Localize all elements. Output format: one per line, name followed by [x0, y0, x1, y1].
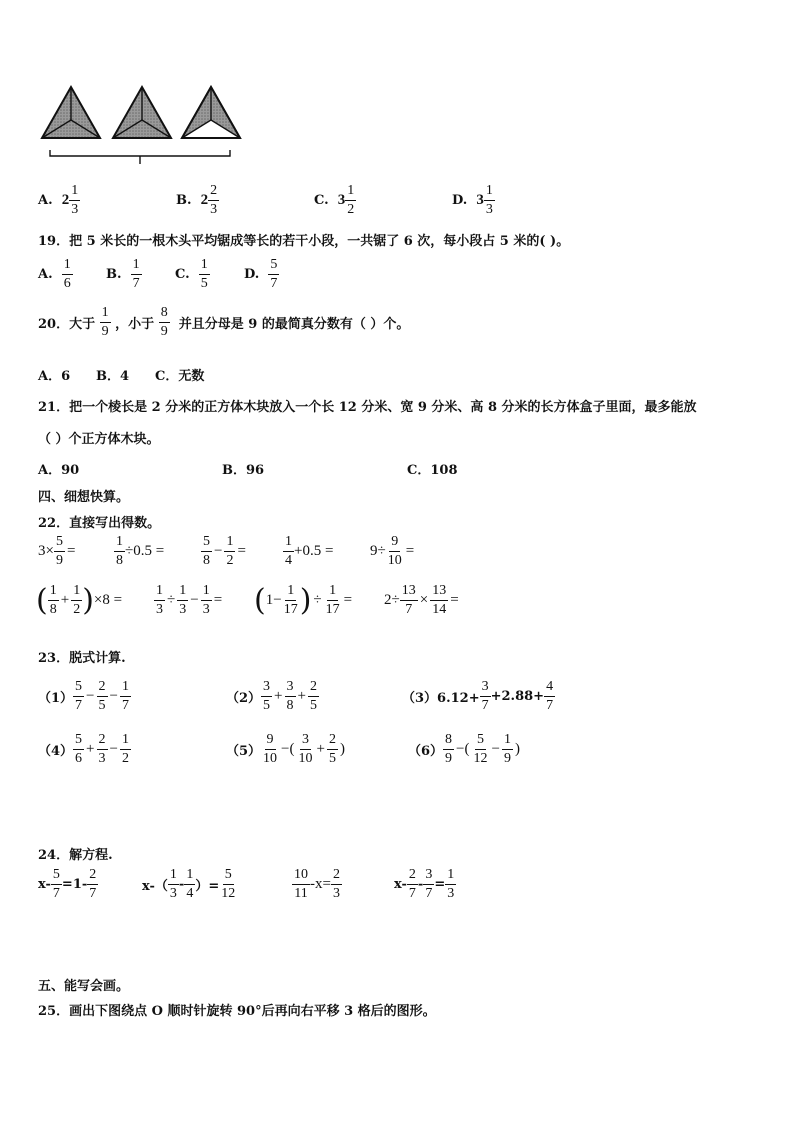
section-5-heading: 五、能写会画。	[38, 979, 130, 994]
q24-equation-2: x-（ $\frac{1}{3}$ - $\frac{1}{4}$ ）= $\frac{5}{12}$	[142, 867, 236, 901]
brace	[50, 150, 230, 164]
q22-expr-4: $\frac{1}{4}$ +0.5 =	[285, 534, 334, 568]
fraction: $\frac{8}{9}$	[160, 305, 168, 339]
q24-equation-4: x- $\frac{2}{7}$ - $\frac{3}{7}$ = $\frac{1}{3}$	[394, 867, 455, 901]
q22-expr-5: 9÷ $\frac{9}{10}$ =	[370, 534, 415, 568]
q24-title: 24．解方程.	[38, 848, 113, 863]
q20-text: 20．大于 $\frac{1}{9}$ ，小于 $\frac{8}{9}$ 并且分母是 9 的最简真分数有（ ）个。	[38, 305, 410, 339]
q25-text: 25．画出下图绕点 O 顺时针旋转 90°后再向右平移 3 格后的图形。	[38, 1004, 436, 1019]
fraction: $\frac{2}{3}$	[210, 183, 218, 217]
q18-option-b[interactable]: B. 2 $\frac{2}{3}$	[176, 183, 218, 217]
q22-expr-7: $\frac{1}{3}$ ÷ $\frac{1}{3}$ − $\frac{1}{3}$ =	[156, 583, 223, 617]
fraction: $\frac{5}{7}$	[270, 257, 278, 291]
q19-option-d[interactable]: D. $\frac{5}{7}$	[244, 257, 278, 291]
q21-option-c[interactable]: C．108	[407, 463, 458, 478]
q24-equation-3: $\frac{10}{11}$ -x= $\frac{2}{3}$	[294, 867, 340, 901]
q23-problem-4: （4） $\frac{5}{6}$ + $\frac{2}{3}$ − $\frac{1}{2}$	[38, 732, 129, 766]
section-4-heading: 四、细想快算。	[38, 490, 130, 505]
q21-option-b[interactable]: B．96	[222, 463, 265, 478]
q23-problem-3: （3）6.12+ $\frac{3}{7}$ +2.88+ $\frac{4}{7}$	[402, 679, 554, 713]
q22-expr-1: 3× $\frac{5}{9}$ =	[38, 534, 76, 568]
q19-option-b[interactable]: B. $\frac{1}{7}$	[106, 257, 140, 291]
fraction: $\frac{1}{9}$	[101, 305, 109, 339]
q18-option-d[interactable]: D. 3 $\frac{1}{3}$	[452, 183, 493, 217]
q18-option-c[interactable]: C. 3 $\frac{1}{2}$	[314, 183, 355, 217]
fraction: $\frac{1}{2}$	[347, 183, 355, 217]
q22-title: 22．直接写出得数。	[38, 516, 161, 531]
q23-title: 23．脱式计算.	[38, 651, 126, 666]
fraction: $\frac{1}{7}$	[132, 257, 140, 291]
triangle-2	[113, 87, 171, 138]
q20-option-a[interactable]: A．6	[38, 369, 71, 384]
q20-option-b[interactable]: B．4	[96, 369, 130, 384]
fraction: $\frac{1}{5}$	[200, 257, 208, 291]
q18-option-a[interactable]: A. 2 $\frac{1}{3}$	[38, 183, 79, 217]
q23-problem-1: （1） $\frac{5}{7}$ − $\frac{2}{5}$ − $\frac{1}{7}$	[38, 679, 129, 713]
q22-expr-9: 2÷ $\frac{13}{7}$ × $\frac{13}{14}$ =	[384, 583, 459, 617]
fraction: $\frac{1}{6}$	[63, 257, 71, 291]
q23-problem-5: （5） $\frac{9}{10}$ −( $\frac{3}{10}$ + $\frac{2}{5}$ )	[226, 732, 345, 766]
q21-line2: （ ）个正方体木块。	[38, 432, 160, 447]
q23-problem-2: （2） $\frac{3}{5}$ + $\frac{3}{8}$ + $\frac{2}{5}$	[226, 679, 317, 713]
triangle-1	[42, 87, 100, 138]
q22-expr-2: $\frac{1}{8}$ ÷0.5 =	[116, 534, 165, 568]
q19-option-a[interactable]: A. $\frac{1}{6}$	[38, 257, 71, 291]
fraction: $\frac{1}{3}$	[71, 183, 79, 217]
q19-text: 19．把 5 米长的一根木头平均锯成等长的若干小段，一共锯了 6 次，每小段占 5 米的( )。	[38, 234, 570, 249]
fraction: $\frac{1}{3}$	[485, 183, 493, 217]
q20-option-c[interactable]: C．无数	[155, 369, 205, 384]
triangles-figure	[36, 82, 246, 174]
q21-line1: 21．把一个棱长是 2 分米的正方体木块放入一个长 12 分米、宽 9 分米、高 8 分米的长方体盒子里面，最多能放	[38, 400, 697, 415]
q19-option-c[interactable]: C. $\frac{1}{5}$	[175, 257, 208, 291]
q22-expr-8: ( 1− $\frac{1}{17}$ ) ÷ $\frac{1}{17}$ =	[254, 582, 353, 618]
q22-expr-6: ( $\frac{1}{8}$ + $\frac{1}{2}$ ) ×8 =	[36, 582, 123, 618]
q24-equation-1: x- $\frac{5}{7}$ =1- $\frac{2}{7}$	[38, 867, 97, 901]
triangle-3	[182, 87, 240, 138]
q22-expr-3: $\frac{5}{8}$ − $\frac{1}{2}$ =	[203, 534, 246, 568]
q23-problem-6: （6） $\frac{8}{9}$ −( $\frac{5}{12}$ − $\frac{1}{9}$ )	[408, 732, 520, 766]
q21-option-a[interactable]: A．90	[38, 463, 80, 478]
